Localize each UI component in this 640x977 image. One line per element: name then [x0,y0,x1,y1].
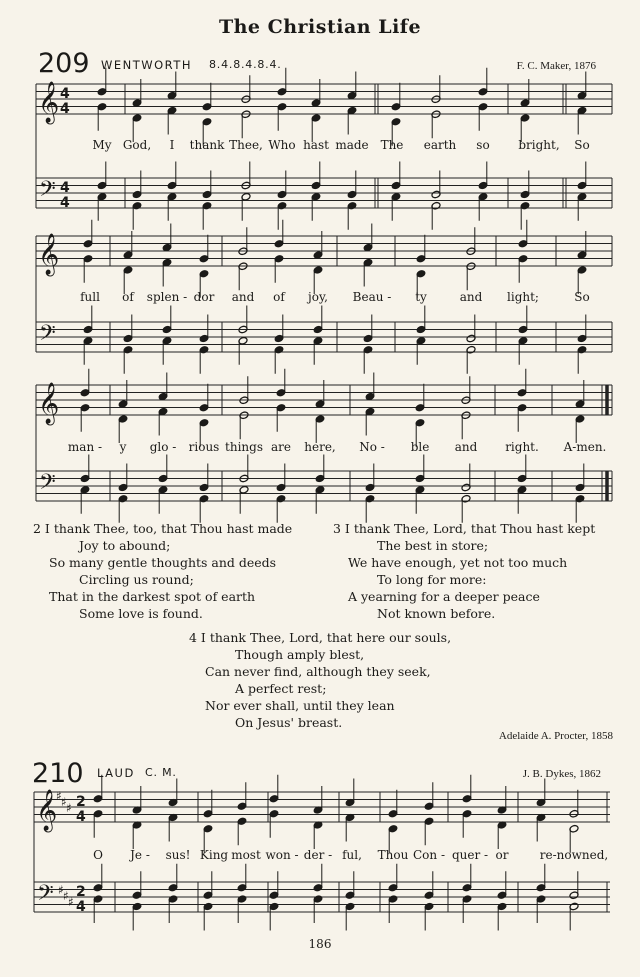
lyric-syllable: Thou [377,848,409,862]
verse-line: 3 I thank Thee, Lord, that Thou hast kept [333,521,596,536]
lyric-syllable: man - [67,440,103,454]
verse-3 [333,520,595,622]
key-sharp-icon: ♯ [66,801,72,815]
tune-name-210: LAUD [97,766,135,780]
lyric-syllable: O [93,848,103,862]
lyric-syllable: I [169,138,175,152]
bass-clef-icon: 𝄢 [39,321,56,351]
verse-line: A perfect rest; [235,681,327,696]
lyric-syllable: Con - [412,848,446,862]
treble-clef-icon: 𝄞 [36,790,58,831]
lyric-syllable: ble [410,440,430,454]
verse-line: The best in store; [377,538,489,553]
verse-line: Circling us round; [79,572,194,587]
lyric-syllable: quer - [451,848,489,862]
lyric-syllable: thank [189,138,225,152]
time-signature: 4 [60,195,70,211]
lyric-syllable: bright, [518,138,560,152]
lyric-syllable: and [231,290,255,304]
lyric-syllable: hast [303,138,329,152]
verse-line: So many gentle thoughts and deeds [49,555,277,570]
lyric-syllable: The [380,138,404,152]
lyric-syllable: full [80,290,100,304]
lyric-syllable: right. [505,440,539,454]
lyric-syllable: Who [268,138,296,152]
lyric-syllable: dor [193,290,215,304]
verse-line: A yearning for a deeper peace [348,589,540,604]
lyric-syllable: God, [122,138,152,152]
lyric-syllable: earth [423,138,457,152]
lyric-syllable: glo - [149,440,177,454]
lyric-syllable: A-men. [563,440,607,454]
lyric-syllable: y [119,440,127,454]
lyric-syllable: made [335,138,369,152]
lyric-syllable: So [574,290,590,304]
lyric-syllable: joy, [308,290,328,304]
lyric-syllable: No - [359,440,385,454]
time-signature: 4 [60,86,70,102]
author-credit: Adelaide A. Procter, 1858 [498,730,613,742]
verse-line: Can never find, although they seek, [205,664,431,679]
time-signature: 4 [76,809,86,825]
lyric-syllable: things [225,440,263,454]
time-signature: 4 [60,180,70,196]
treble-clef-icon: 𝄞 [38,82,60,123]
verse-line: Some love is found. [79,606,203,621]
verse-line: 4 I thank Thee, Lord, that here our souls, [189,630,452,645]
key-sharp-icon: ♯ [56,789,62,803]
verse-line: Nor ever shall, until they lean [205,698,395,713]
verse-line: Not known before. [377,606,496,621]
lyric-syllable: so [476,138,490,152]
section-title: The Christian Life [218,16,422,38]
lyric-syllable: and [454,440,478,454]
key-sharp-icon: ♯ [58,883,64,897]
lyric-line-2 [0,290,640,306]
lyric-syllable: Je - [130,848,150,862]
lyric-syllable: rious [188,440,220,454]
key-sharp-icon: ♯ [63,889,69,903]
lyric-syllable: So [574,138,590,152]
lyric-syllable: light; [507,290,539,304]
verse-line: Though amply blest, [235,647,365,662]
verse-line: 2 I thank Thee, too, that Thou hast made [33,521,293,536]
lyric-syllable: of [273,290,285,304]
verse-line: That in the darkest spot of earth [49,589,256,604]
lyric-line-210 [0,848,640,864]
hymn-number-209: 209 [38,48,90,79]
lyric-syllable: Thee, [229,138,263,152]
lyric-syllable: or [495,848,509,862]
hymn-number-210: 210 [32,758,84,789]
composer-210: J. B. Dykes, 1862 [522,768,601,780]
time-signature: 2 [76,884,86,900]
treble-clef-icon: 𝄞 [38,383,60,424]
verse-line: On Jesus' breast. [235,715,343,730]
key-sharp-icon: ♯ [61,795,67,809]
verse-4 [189,629,451,731]
treble-clef-icon: 𝄞 [38,234,60,275]
lyric-syllable: re-nowned, [539,848,609,862]
verse-2 [33,520,292,622]
time-signature: 4 [60,101,70,117]
tune-name-209: WENTWORTH [101,58,193,72]
page-number: 186 [308,937,332,951]
key-sharp-icon: ♯ [68,895,74,909]
lyric-syllable: King [199,848,229,862]
composer-209: F. C. Maker, 1876 [516,60,596,72]
lyric-line-1 [0,138,640,154]
lyric-syllable: ty [415,290,427,304]
bass-clef-icon: 𝄢 [37,881,54,911]
lyric-syllable: splen - [146,290,188,304]
lyric-syllable: sus! [165,848,191,862]
lyric-line-3 [0,440,640,456]
lyric-syllable: and [459,290,483,304]
lyric-syllable: are [271,440,291,454]
meter-210: C. M. [145,766,177,779]
time-signature: 2 [76,794,86,810]
lyric-syllable: here, [304,440,336,454]
lyric-syllable: Beau - [352,290,392,304]
verse-line: Joy to abound; [79,538,171,553]
lyric-syllable: most [231,848,261,862]
verse-line: We have enough, yet not too much [348,555,568,570]
lyric-syllable: of [122,290,134,304]
lyric-syllable: won - [265,848,299,862]
lyric-syllable: My [92,138,112,152]
bass-clef-icon: 𝄢 [39,177,56,207]
verse-line: To long for more: [377,572,487,587]
meter-209: 8.4.8.4.8.4. [209,58,282,71]
lyric-syllable: der - [303,848,333,862]
bass-clef-icon: 𝄢 [39,470,56,500]
lyric-syllable: ful, [342,848,362,862]
time-signature: 4 [76,899,86,915]
